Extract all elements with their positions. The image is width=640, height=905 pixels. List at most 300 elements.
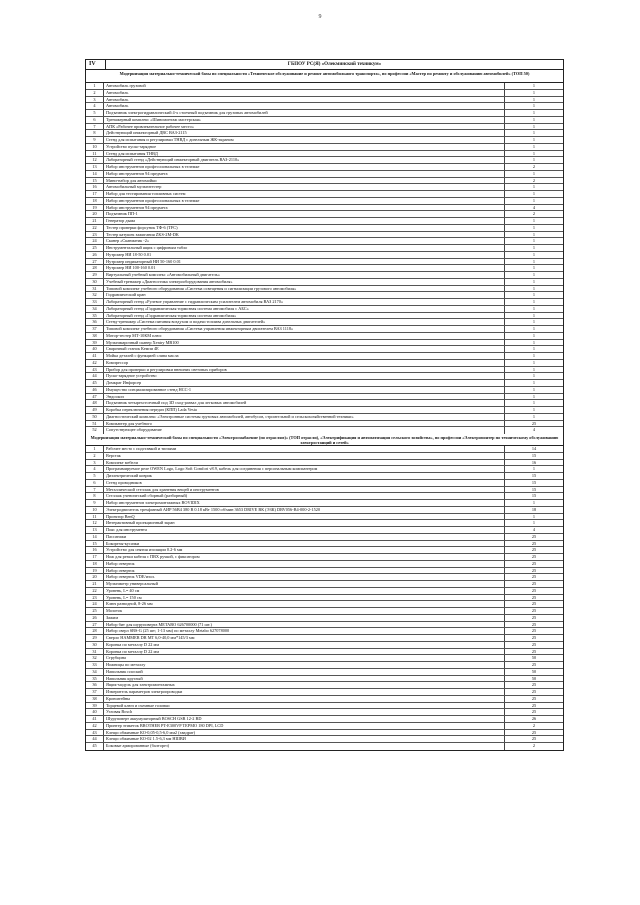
- table-row: [86, 568, 563, 575]
- item-quantity: 1: [532, 305, 536, 311]
- item-name: Клещи обжимные КО-0,05-0,5-6,0 мм2 (хвадрат): [104, 730, 505, 736]
- row-number: 2: [86, 453, 104, 459]
- table-row: [86, 520, 563, 527]
- item-name: Лабораторный стенд «Гидравлическая тормозная система автомобиля»: [104, 313, 505, 319]
- item-name: Подъемник электрогидравлический 4-х стоечный подъемник для грузовых автомобилей: [104, 110, 505, 116]
- item-quantity: 1: [532, 116, 536, 122]
- item-quantity: 2: [532, 164, 536, 169]
- row-number: 47: [86, 394, 104, 400]
- item-quantity: 25: [531, 601, 537, 607]
- item-quantity: 1: [532, 393, 536, 399]
- item-name: Металлический стеллаж для хранения вещей и инструментов: [104, 487, 505, 493]
- item-quantity: 1: [532, 197, 536, 203]
- row-number: 28: [86, 265, 104, 271]
- item-name: Набор бит для шуруповерта METABO 626700000 (71 шт.): [104, 622, 505, 628]
- item-name: Верстак: [104, 453, 505, 459]
- item-quantity: 1: [532, 157, 536, 163]
- row-number: 43: [86, 730, 104, 736]
- item-name: Ящик-модуль для электромонтажных: [104, 682, 505, 688]
- table-row: [86, 400, 563, 407]
- row-number: 52: [86, 427, 104, 434]
- row-number: 5: [86, 473, 104, 479]
- table-row: [86, 83, 563, 90]
- item-name: Пояс для инструмента: [104, 527, 505, 533]
- table-row: [86, 622, 563, 629]
- item-name: Интерактивный проекционный экран: [104, 520, 505, 526]
- table-row: [86, 90, 563, 97]
- item-quantity: 25: [531, 628, 537, 634]
- table-row: [86, 387, 563, 394]
- table-row: [86, 346, 563, 353]
- item-quantity: 1: [532, 123, 536, 129]
- row-number: 24: [86, 601, 104, 607]
- table-row: [86, 130, 563, 137]
- item-quantity: 1: [532, 251, 536, 257]
- table-row: [86, 313, 563, 320]
- row-number: 2: [86, 90, 104, 96]
- row-number: 13: [86, 527, 104, 533]
- row-number: 39: [86, 703, 104, 709]
- table-row: [86, 453, 563, 460]
- row-number: 37: [86, 326, 104, 332]
- item-name: Действующий инжекторный ДВС ВАЗ-2115: [104, 130, 505, 136]
- equipment-table: [85, 59, 564, 751]
- table-row: [86, 662, 563, 669]
- table-row: [86, 628, 563, 635]
- item-name: Стеллаж ученический сборный (разборный): [104, 493, 505, 499]
- item-name: Мультиметр универсальный: [104, 581, 505, 587]
- table-row: [86, 635, 563, 642]
- row-number: 27: [86, 622, 104, 628]
- item-quantity: 1: [532, 130, 536, 136]
- row-number: 11: [86, 151, 104, 157]
- item-name: Инструментальный ящик с цифровым табло: [104, 245, 505, 251]
- item-quantity: 15: [531, 486, 537, 492]
- item-name: Автомобиль грузовой: [104, 83, 505, 89]
- row-number: 6: [86, 117, 104, 123]
- row-number: 6: [86, 480, 104, 486]
- item-name: Угловая Bosch: [104, 709, 505, 715]
- item-name: Стенд проводников: [104, 480, 505, 486]
- row-number: 30: [86, 642, 104, 648]
- item-name: Кронштейны: [104, 696, 505, 702]
- item-name: Мультимарочный сканер Xentry MB100: [104, 340, 505, 346]
- row-number: 29: [86, 635, 104, 641]
- row-number: 19: [86, 205, 104, 211]
- item-name: Уровень, L= 40 см: [104, 588, 505, 594]
- row-number: 32: [86, 655, 104, 661]
- row-number: 44: [86, 736, 104, 742]
- item-quantity: 25: [531, 709, 537, 715]
- item-quantity: 1: [532, 400, 536, 406]
- table-row: [86, 723, 563, 730]
- item-name: Программируемое реле OWEN Logo, Logo Soft Comfort v8.9, кабель для соединения с персональным компьютером: [104, 466, 505, 472]
- table-row: [86, 198, 563, 205]
- item-quantity: 1: [532, 380, 536, 385]
- row-number: 12: [86, 157, 104, 163]
- row-number: 49: [86, 407, 104, 413]
- row-number: 51: [86, 421, 104, 427]
- row-number: 17: [86, 191, 104, 197]
- row-number: 17: [86, 554, 104, 560]
- table-row: [86, 730, 563, 737]
- item-quantity: 2: [532, 743, 536, 748]
- item-name: Автомобиль: [104, 103, 505, 109]
- row-number: 30: [86, 279, 104, 285]
- item-quantity: 1: [532, 191, 536, 196]
- item-quantity: 18: [531, 506, 537, 512]
- item-quantity: 1: [532, 466, 536, 472]
- table-row: [86, 151, 563, 158]
- row-number: 21: [86, 581, 104, 587]
- table-row: [86, 655, 563, 662]
- section2-rows: [86, 446, 563, 750]
- row-number: 15: [86, 541, 104, 547]
- row-number: 45: [86, 743, 104, 750]
- table-row: [86, 245, 563, 252]
- table-row: [86, 299, 563, 306]
- table-row: [86, 171, 563, 178]
- item-quantity: 1: [532, 292, 536, 298]
- table-row: [86, 367, 563, 374]
- item-name: Принтер этикеток BROTHER PT-E300VP ТЕРМО 180 DPI, LCD: [104, 723, 505, 729]
- row-number: 12: [86, 520, 104, 526]
- section2-title: Модернизация материально-технической базы по специальности «Электроснабжение (по отраслям)» (ТОП отрасли), «Электрификация и автоматизация сельского хозяйства», по профессии «Электромонтер по техническому обслуживанию электростанций и сетей»: [86, 434, 563, 446]
- table-row: [86, 191, 563, 198]
- item-name: Компьютер для учебного: [104, 421, 505, 427]
- item-name: Зажим: [104, 615, 505, 621]
- item-name: Автомобильный мультитестер: [104, 184, 505, 190]
- item-quantity: 1: [532, 353, 536, 358]
- table-row: [86, 232, 563, 239]
- row-number: 8: [86, 130, 104, 136]
- table-row: [86, 124, 563, 131]
- table-row: [86, 110, 563, 117]
- table-row: [86, 259, 563, 266]
- table-row: [86, 279, 563, 286]
- row-number: 35: [86, 676, 104, 682]
- item-quantity: 1: [532, 278, 536, 284]
- row-number: 41: [86, 353, 104, 359]
- item-quantity: 25: [531, 540, 537, 546]
- item-name: Набор отверток: [104, 561, 505, 567]
- item-name: Струбцина: [104, 655, 505, 661]
- row-number: 45: [86, 380, 104, 386]
- table-row: [86, 500, 563, 507]
- row-number: 38: [86, 333, 104, 339]
- table-row: [86, 689, 563, 696]
- item-quantity: 50: [531, 675, 537, 681]
- row-number: 4: [86, 103, 104, 109]
- item-quantity: 1: [532, 359, 536, 365]
- table-row: [86, 709, 563, 716]
- item-quantity: 25: [531, 736, 537, 742]
- item-quantity: 1: [532, 103, 536, 109]
- item-name: Лабораторный стенд «Действующий инжекторный двигатель ВАЗ-2110»: [104, 157, 505, 163]
- item-name: Нож для резки кабеля с ПВХ ручкой, с фиксатором: [104, 554, 505, 560]
- item-quantity: 25: [531, 662, 537, 667]
- item-name: Набор сверл SBS-G (25 шт; 1-13 мм) по металлу Metabo 627078000: [104, 628, 505, 634]
- row-number: 43: [86, 367, 104, 373]
- row-number: 3: [86, 460, 104, 466]
- item-quantity: 1: [532, 285, 536, 291]
- table-row: [86, 265, 563, 272]
- row-number: 20: [86, 574, 104, 580]
- item-quantity: 1: [532, 89, 536, 95]
- table-row: [86, 137, 563, 144]
- item-quantity: 1: [532, 245, 536, 250]
- item-quantity: 15: [531, 473, 537, 478]
- row-number: 28: [86, 628, 104, 634]
- item-name: Уровень, L= 150 см: [104, 595, 505, 601]
- row-number: 1: [86, 446, 104, 452]
- row-number: 10: [86, 144, 104, 150]
- item-name: Подъемник четырехстоечный под 3D сход-развал для легковых автомобилей: [104, 400, 505, 406]
- section-roman-numeral: IV: [86, 60, 106, 69]
- item-name: Шуруповерт аккумуляторный BOSCH GSR 12-2 BD: [104, 716, 505, 722]
- row-number: 8: [86, 493, 104, 499]
- item-name: Стенд-тренажер «Система питания воздухом и подачи топлива дизельных двигателей»: [104, 319, 505, 325]
- item-name: Нутромер НИ 18-50 0.01: [104, 252, 505, 258]
- table-row: [86, 427, 563, 434]
- item-name: Электродвигатель трехфазный АИР 56В4 380 В 0.18 кВт 1500 об/мин 3653 DRIVE ВК (ЭЗК) DRV056-B4-000-2-1520: [104, 507, 505, 513]
- item-quantity: 1: [532, 272, 536, 277]
- item-quantity: 1: [532, 500, 536, 505]
- table-row: [86, 373, 563, 380]
- row-number: 26: [86, 615, 104, 621]
- item-quantity: 25: [531, 682, 537, 688]
- item-name: Проектор BenQ: [104, 514, 505, 520]
- item-quantity: 25: [531, 554, 537, 559]
- item-quantity: 1: [532, 366, 536, 372]
- row-number: 37: [86, 689, 104, 695]
- row-number: 13: [86, 164, 104, 170]
- table-row: [86, 460, 563, 467]
- item-quantity: 1: [532, 170, 536, 176]
- item-name: Торцевой ключ и съемные головки: [104, 703, 505, 709]
- item-name: Ключ разводной, 8-26 мм: [104, 601, 505, 607]
- item-name: Генератор дыма: [104, 218, 505, 224]
- table-row: [86, 238, 563, 245]
- row-number: 22: [86, 225, 104, 231]
- item-name: Напильник плоский: [104, 669, 505, 675]
- row-number: 41: [86, 716, 104, 722]
- item-quantity: 25: [531, 608, 537, 613]
- row-number: 40: [86, 709, 104, 715]
- row-number: 16: [86, 547, 104, 553]
- item-name: Комплект мебели: [104, 460, 505, 466]
- table-row: [86, 716, 563, 723]
- row-number: 18: [86, 561, 104, 567]
- item-quantity: 1: [532, 386, 536, 392]
- row-number: 5: [86, 110, 104, 116]
- item-name: Тренажерный комплекс «Шиномонтаж мастерская»: [104, 117, 505, 123]
- page-number: 9: [318, 14, 322, 20]
- table-row: [86, 649, 563, 656]
- item-name: Набор инструментов профессиональных в тележке: [104, 164, 505, 170]
- table-row: [86, 669, 563, 676]
- table-row: [86, 446, 563, 453]
- table-row: [86, 205, 563, 212]
- item-quantity: 4: [532, 204, 536, 210]
- row-number: 48: [86, 400, 104, 406]
- item-name: Компрессор: [104, 360, 505, 366]
- table-row: [86, 157, 563, 164]
- item-quantity: 1: [532, 143, 536, 149]
- item-name: Лабораторный стенд «Рулевое управление с гидравлическим усилителем автомобиля ВАЗ 2170»: [104, 299, 505, 305]
- table-row: [86, 554, 563, 561]
- row-number: 34: [86, 669, 104, 675]
- row-number: 23: [86, 232, 104, 238]
- item-name: Набор отверток: [104, 568, 505, 574]
- item-quantity: 25: [531, 614, 537, 620]
- item-quantity: 1: [532, 265, 536, 271]
- item-quantity: 1: [532, 224, 536, 230]
- item-name: Эндоскоп: [104, 394, 505, 400]
- item-name: Автомобиль: [104, 90, 505, 96]
- item-name: Набор инструментов 94 предмета: [104, 171, 505, 177]
- row-number: 19: [86, 568, 104, 574]
- section1-title: Модернизация материально-технической базы по специальности «Техническое обслуживание и ремонт автомобильного транспорта», по профессии «Мастер по ремонту и обслуживанию автомобилей» (ТОП 50): [86, 70, 563, 83]
- row-number: 7: [86, 124, 104, 130]
- item-quantity: 16: [531, 459, 537, 465]
- table-row: [86, 473, 563, 480]
- row-number: 25: [86, 608, 104, 614]
- item-quantity: 25: [531, 695, 537, 701]
- row-number: 26: [86, 252, 104, 258]
- row-number: 22: [86, 588, 104, 594]
- table-row: [86, 319, 563, 326]
- item-name: Коробка переключения передач (КПП) Lada Vesta: [104, 407, 505, 413]
- item-name: Устройство для снятия изоляции 0.2-6 мм: [104, 547, 505, 553]
- row-number: 32: [86, 292, 104, 298]
- item-name: Набор отверток VDE/изол.: [104, 574, 505, 580]
- table-row: [86, 360, 563, 367]
- item-name: Боковые армированные (балторез): [104, 743, 505, 750]
- item-name: Нутромер НИ 100-160 0.01: [104, 265, 505, 271]
- item-name: Прибор для проверки и регулировки внешних световых приборов: [104, 367, 505, 373]
- item-name: Напильник круглый: [104, 676, 505, 682]
- item-name: Коронка по металлу D 22 мм: [104, 642, 505, 648]
- table-row: [86, 394, 563, 401]
- item-name: Набор инструментов профессиональных в тележке: [104, 198, 505, 204]
- item-name: Стенд для испытания и регулировки ТНВД с дизельным ЖК-экраном: [104, 137, 505, 143]
- row-number: 3: [86, 97, 104, 103]
- row-number: 24: [86, 238, 104, 244]
- table-row: [86, 306, 563, 313]
- row-number: 44: [86, 373, 104, 379]
- table-row: [86, 743, 563, 750]
- item-quantity: 1: [532, 110, 536, 115]
- item-quantity: 1: [532, 299, 536, 304]
- item-name: Лабораторный стенд «Гидравлическая тормозная система автомобиля с АБС»: [104, 306, 505, 312]
- table-row: [86, 547, 563, 554]
- item-name: Сопутствующее оборудование: [104, 427, 505, 434]
- item-name: Устройство пуско-зарядное: [104, 144, 505, 150]
- item-quantity: 25: [531, 547, 537, 553]
- row-number: 16: [86, 184, 104, 190]
- item-quantity: 25: [531, 689, 537, 694]
- item-name: Тестер катушек зажигания ZKS-2M-DK: [104, 232, 505, 238]
- item-quantity: 1: [532, 326, 536, 331]
- table-row: [86, 252, 563, 259]
- row-number: 40: [86, 346, 104, 352]
- item-quantity: 1: [532, 150, 536, 156]
- item-quantity: 1: [532, 184, 536, 190]
- table-row: [86, 333, 563, 340]
- item-quantity: 1: [532, 218, 536, 223]
- item-name: Диагностический комплекс «Электронные системы грузовых автомобилей, автобусов, строительной и сельскохозяйственной техники»: [104, 414, 505, 420]
- table-row: [86, 407, 563, 414]
- item-quantity: 1: [532, 332, 536, 338]
- row-number: 31: [86, 649, 104, 655]
- section1-rows: [86, 83, 563, 434]
- row-number: 15: [86, 178, 104, 184]
- table-row: [86, 144, 563, 151]
- item-quantity: 2: [532, 211, 536, 217]
- item-name: Типовой комплект учебного оборудования «Система освещения и сигнализации грузового автомобиля»: [104, 286, 505, 292]
- row-number: 33: [86, 299, 104, 305]
- row-number: 38: [86, 696, 104, 702]
- table-row: [86, 421, 563, 428]
- row-number: 9: [86, 500, 104, 506]
- table-row: [86, 353, 563, 360]
- item-name: Сканер «Сканматик -2»: [104, 238, 505, 244]
- item-quantity: 26: [531, 716, 537, 721]
- row-number: 4: [86, 466, 104, 472]
- row-number: 14: [86, 171, 104, 177]
- item-quantity: 1: [532, 96, 536, 102]
- item-quantity: 15: [531, 493, 537, 499]
- item-quantity: 4: [532, 527, 536, 532]
- table-row: [86, 414, 563, 421]
- table-row: [86, 487, 563, 494]
- row-number: 33: [86, 662, 104, 668]
- row-number: 36: [86, 682, 104, 688]
- item-name: Рабочее место с подставкой и тиглями: [104, 446, 505, 452]
- item-quantity: 1: [532, 513, 536, 519]
- organization-title: ГБПОУ РС(Я) «Олекминский техникум»: [287, 62, 382, 67]
- item-quantity: 15: [531, 452, 537, 458]
- item-quantity: 1: [532, 346, 536, 352]
- table-row: [86, 103, 563, 110]
- table-row: [86, 326, 563, 333]
- item-name: Набор инструментов 94 предмета: [104, 205, 505, 211]
- item-name: Учебный тренажер «Диагностика электрооборудования автомобиля»: [104, 279, 505, 285]
- item-quantity: 2: [532, 722, 536, 728]
- item-name: Клещи обжимные КО-02 1.5-6,3 мм НШВИ: [104, 736, 505, 742]
- table-row: [86, 117, 563, 124]
- row-number: 18: [86, 198, 104, 204]
- item-name: Стенд для испытания ТНВД: [104, 151, 505, 157]
- table-row: [86, 178, 563, 185]
- table-row: [86, 507, 563, 514]
- table-row: [86, 466, 563, 473]
- item-name: Сверло HAMMER DR MT 6,0-40,0 мм*145/3 мм: [104, 635, 505, 641]
- row-number: 34: [86, 306, 104, 312]
- item-name: Мини-набор для автомойки: [104, 178, 505, 184]
- row-number: 20: [86, 211, 104, 217]
- item-quantity: 1: [532, 407, 536, 412]
- item-quantity: 25: [531, 594, 537, 600]
- item-quantity: 25: [531, 635, 537, 640]
- item-name: Коронка по металлу D 22 мм: [104, 649, 505, 655]
- table-row: [86, 97, 563, 104]
- item-quantity: 50: [531, 655, 537, 661]
- item-quantity: 1: [532, 312, 536, 318]
- row-number: 11: [86, 514, 104, 520]
- table-row: [86, 184, 563, 191]
